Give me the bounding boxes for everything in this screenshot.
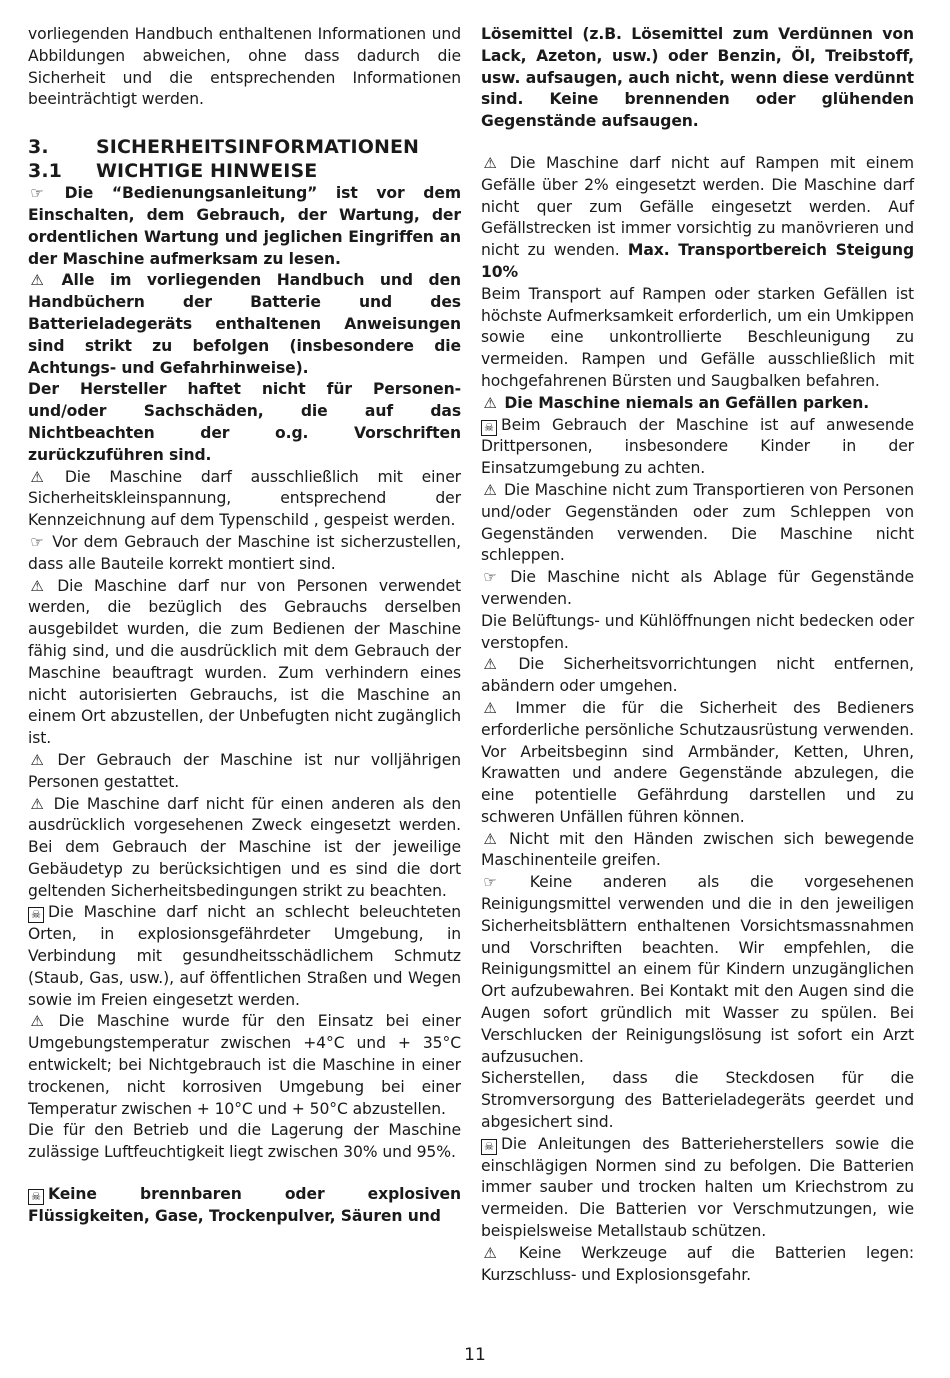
pointing-hand-icon: ☞ (30, 532, 44, 551)
warning-triangle-icon: ⚠ (30, 576, 44, 595)
section-title: SICHERHEITSINFORMATIONEN (96, 136, 420, 159)
warning-triangle-icon: ⚠ (483, 829, 497, 848)
skull-crossbones-icon: ☠ (28, 1189, 44, 1205)
skull-crossbones-icon: ☠ (28, 907, 44, 923)
paragraph-no-parking: ⚠ Die Maschine niemals an Gefällen parken. (481, 393, 914, 415)
paragraph-transport: Beim Transport auf Rampen oder starken Gefällen ist höchste Aufmerksamkeit erforderlich, um ein Umkippen sowie eine unkontrollierte Beschleunigung zu vermeiden. Rampen und Gefälle ausschließlich mit hochgefahrenen Bürsten und Saugbalken befahren. (481, 284, 914, 390)
paragraph-assembly: ☞ Vor dem Gebrauch der Maschine ist sicherzustellen, dass alle Bauteile korrekt montiert sind. (28, 532, 461, 573)
paragraph-temperature: ⚠ Die Maschine wurde für den Einsatz bei einer Umgebungstemperatur zwischen +4°C und + 35°C entwickelt; bei Nichtgebrauch ist die Maschine in einer trockenen, nicht korrosiven Umgebung bei einer Temperatur zwischen + 10°C und + 50°C abzustellen. (28, 1012, 461, 1118)
section-number: 3. (28, 136, 49, 159)
paragraph-sockets: Sicherstellen, dass die Steckdosen für die Stromversorgung des Batterieladegeräts geerdet und abgesichert sind. (481, 1069, 914, 1132)
paragraph-adults: ⚠ Der Gebrauch der Maschine ist nur volljährigen Personen gestattet. (28, 750, 461, 791)
warning-triangle-icon: ⚠ (483, 153, 497, 172)
warning-triangle-icon: ⚠ (30, 1012, 44, 1031)
subsection-heading (28, 159, 461, 183)
paragraph-ramps: ⚠ Die Maschine darf nicht auf Rampen mit einem Gefälle über 2% eingesetzt werden. Die Maschine darf nicht quer zum Gefälle eingesetzt werden. Auf Gefällstrecken ist immer vorsichtig zu manövrieren und nicht zu wenden. Max. Transportbereich Steigung 10% (481, 153, 915, 281)
skull-crossbones-icon: ☠ (481, 420, 497, 436)
paragraph-third-persons: ☠ Beim Gebrauch der Maschine ist auf anwesende Drittpersonen, insbesondere Kinder in der Einsatzumgebung zu achten. (481, 415, 914, 478)
skull-crossbones-icon: ☠ (481, 1139, 497, 1155)
paragraph-safety-devices: ⚠ Die Sicherheitsvorrichtungen nicht entfernen, abändern oder umgehen. (481, 655, 914, 696)
paragraph-environment: ☠ Die Maschine darf nicht an schlecht beleuchteten Orten, in explosionsgefährdeter Umgebung, in Verbindung mit gesundheitsschädlichem Schmutz (Staub, Gas, usw.), auf öffentlichen Straßen und Wegen sowie im Freien eingesetzt werden. (28, 903, 461, 1009)
right-column (481, 24, 914, 1344)
manual-page (28, 24, 914, 1344)
page-number: 11 (464, 1345, 486, 1365)
warning-triangle-icon: ⚠ (30, 271, 44, 290)
section-heading (28, 135, 461, 159)
pointing-hand-icon: ☞ (30, 184, 44, 203)
paragraph-liability: Der Hersteller haftet nicht für Personen- und/oder Sachschäden, die auf das Nichtbeachten der o.g. Vorschriften zurückzuführen sind. (28, 380, 461, 464)
warning-triangle-icon: ⚠ (483, 698, 497, 717)
warning-triangle-icon: ⚠ (483, 480, 497, 499)
paragraph-battery-instructions: ☠ Die Anleitungen des Batterieherstellers sowie die einschlägigen Normen sind zu befolgen. Die Batterien immer sauber und trocken halten um Kriechstrom zu vermeiden. Die Batterien vor Verschmutzungen, wie beispielsweise Metallstaub schützen. (481, 1134, 914, 1241)
paragraph-protective-equipment: ⚠ Immer die für die Sicherheit des Bedieners erforderliche persönliche Schutzausrüstung verwenden. Vor Arbeitsbeginn sind Armbänder, Ketten, Uhren, Krawatten und andere Gegenstände abzulegen, die eine potentielle Gefährdung darstellen und zu schweren Unfällen führen können. (481, 698, 915, 826)
left-column (28, 24, 461, 1344)
warning-triangle-icon: ⚠ (30, 750, 44, 769)
pointing-hand-icon: ☞ (483, 873, 497, 892)
paragraph-no-storage: ☞ Die Maschine nicht als Ablage für Gegenstände verwenden. (481, 568, 915, 608)
paragraph-ventilation: Die Belüftungs- und Kühlöffnungen nicht bedecken oder verstopfen. (481, 611, 914, 652)
warning-triangle-icon: ⚠ (483, 393, 497, 412)
pointing-hand-icon: ☞ (483, 568, 497, 587)
warning-triangle-icon: ⚠ (30, 794, 44, 813)
paragraph-humidity: Die für den Betrieb und die Lagerung der Maschine zulässige Luftfeuchtigkeit liegt zwischen 30% und 95%. (28, 1121, 461, 1162)
paragraph-voltage: ⚠ Die Maschine darf ausschließlich mit einer Sicherheitskleinspannung, entsprechend der Kennzeichnung auf dem Typenschild , gespeist werden. (28, 467, 461, 530)
paragraph-no-transport: ⚠ Die Maschine nicht zum Transportieren von Personen und/oder Gegenständen oder zum Schleppen von Gegenständen verwenden. Die Maschine nicht schleppen. (481, 480, 914, 565)
warning-triangle-icon: ⚠ (30, 467, 44, 486)
max-slope-note: Max. Transportbereich Steigung 10% (481, 241, 915, 281)
subsection-title: WICHTIGE HINWEISE (96, 160, 318, 183)
paragraph-flammable: ☠ Keine brennbaren oder explosiven Flüssigkeiten, Gase, Trockenpulver, Säuren und (28, 1185, 461, 1225)
intro-paragraph: vorliegenden Handbuch enthaltenen Informationen und Abbildungen abweichen, ohne dass dadurch die Sicherheit und die entsprechenden Informationen beeinträchtigt werden. (28, 25, 461, 109)
paragraph-no-tools: ⚠ Keine Werkzeuge auf die Batterien legen: Kurzschluss- und Explosionsgefahr. (481, 1243, 915, 1284)
subsection-number: 3.1 (28, 160, 62, 183)
paragraph-read-manual: ☞ Die “Bedienungsanleitung” ist vor dem Einschalten, dem Gebrauch, der Wartung, der ordentlichen Wartung und jeglichen Eingriffen an der Maschine aufmerksam zu lesen. (28, 184, 461, 268)
paragraph-solvents: Lösemittel (z.B. Lösemittel zum Verdünnen von Lack, Azeton, usw.) oder Benzin, Öl, Treibstoff, usw. aufsaugen, auch nicht, wenn diese verdünnt sind. Keine brennenden oder glühenden Gegenstände aufsaugen. (481, 25, 914, 131)
paragraph-follow-instructions: ⚠ Alle im vorliegenden Handbuch und den Handbüchern der Batterie und des Batterieladegeräts enthaltenen Anweisungen sind strikt zu befolgen (insbesondere die Achtungs- und Gefahrhinweise). (28, 271, 461, 377)
paragraph-cleaning-agents: ☞ Keine anderen als die vorgesehenen Reinigungsmittel verwenden und die in den jeweiligen Sicherheitsblättern enthaltenen Vorsichtsmassnahmen und Vorschriften beachten. Wir empfehlen, die Reinigungsmittel an einem für Kindern unzugänglichen Ort aufzubewahren. Bei Kontakt mit den Augen sind die Augen sofort gründlich mit Wasser zu spülen. Bei Verschlucken der Reinigungslösung ist sofort ein Arzt aufzusuchen. (481, 873, 915, 1066)
paragraph-purpose: ⚠ Die Maschine darf nicht für einen anderen als den ausdrücklich vorgesehenen Zweck eingesetzt werden. Bei dem Gebrauch der Maschine ist der jeweilige Gebäudetyp zu berücksichtigen und es sind die dort geltenden Sicherheitsbedingungen strikt zu beachten. (28, 794, 461, 900)
paragraph-trained-persons: ⚠ Die Maschine darf nur von Personen verwendet werden, die bezüglich des Gebrauchs derselben ausgebildet wurden, die zum Bedienen der Maschine fähig sind, und die ausdrücklich mit dem Gebrauch der Maschine beauftragt wurden. Zum verhindern eines nicht autorisierten Gebrauchs, ist die Maschine an einem Ort abzustellen, der Unbefugten nicht zugänglich ist. (28, 576, 462, 748)
warning-triangle-icon: ⚠ (483, 1243, 497, 1262)
warning-triangle-icon: ⚠ (483, 655, 497, 674)
paragraph-moving-parts: ⚠ Nicht mit den Händen zwischen sich bewegende Maschinenteile greifen. (481, 829, 914, 870)
